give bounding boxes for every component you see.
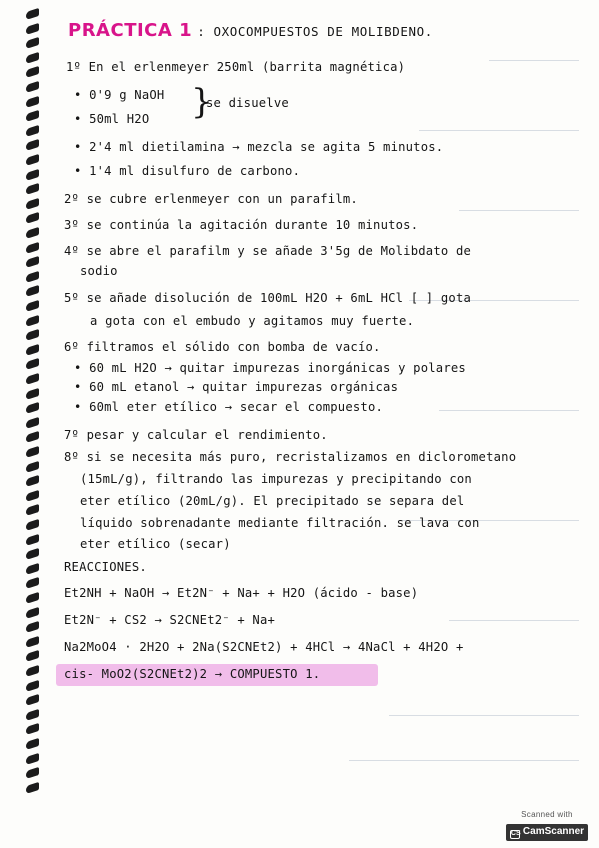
- spiral-hole: [26, 183, 39, 195]
- spiral-hole: [26, 577, 39, 589]
- spiral-hole: [26, 446, 39, 458]
- spiral-hole: [26, 709, 39, 721]
- step-5: 5º se añade disolución de 100mL H2O + 6mL HCl [ ] gota: [64, 291, 472, 305]
- show-through-line: [459, 210, 579, 211]
- spiral-hole: [26, 475, 39, 487]
- scanner-caption: Scanned with: [521, 810, 573, 819]
- show-through-line: [439, 410, 579, 411]
- spiral-hole: [26, 139, 39, 151]
- spiral-hole: [26, 548, 39, 560]
- step-2: 2º se cubre erlenmeyer con un parafilm.: [64, 192, 358, 206]
- step-1-cs2: • 1'4 ml disulfuro de carbono.: [74, 164, 301, 178]
- show-through-line: [419, 130, 579, 131]
- spiral-hole: [26, 22, 39, 34]
- step-6: 6º filtramos el sólido con bomba de vacío.: [64, 340, 381, 354]
- step-6-ether-wash: • 60ml eter etílico → secar el compuesto.: [74, 400, 384, 414]
- spiral-hole: [26, 519, 39, 531]
- reaction-3: Na2MoO4 · 2H2O + 2Na(S2CNEt2) + 4HCl → 4NaCl + 4H2O +: [64, 640, 464, 654]
- spiral-hole: [26, 621, 39, 633]
- spiral-hole: [26, 636, 39, 648]
- spiral-hole: [26, 66, 39, 78]
- spiral-hole: [26, 679, 39, 691]
- step-8-cont-2: eter etílico (20mL/g). El precipitado se separa del: [80, 494, 465, 508]
- spiral-hole: [26, 110, 39, 122]
- reaction-1: Et2NH + NaOH → Et2N⁻ + Na+ + H2O (ácido - base): [64, 586, 419, 600]
- step-4: 4º se abre el parafilm y se añade 3'5g de Molibdato de: [64, 244, 472, 258]
- spiral-hole: [26, 241, 39, 253]
- grouping-brace: }: [191, 82, 213, 122]
- spiral-hole: [26, 533, 39, 545]
- reaction-2: Et2N⁻ + CS2 → S2CNEt2⁻ + Na+: [64, 613, 276, 627]
- spiral-hole: [26, 592, 39, 604]
- spiral-hole: [26, 460, 39, 472]
- spiral-hole: [26, 504, 39, 516]
- spiral-hole: [26, 81, 39, 93]
- spiral-hole: [26, 782, 39, 794]
- step-1-water: • 50ml H2O: [74, 112, 150, 126]
- step-6-water-wash: • 60 mL H2O → quitar impurezas inorgánicas y polares: [74, 361, 466, 375]
- scanner-brand: CamScanner: [522, 826, 585, 837]
- spiral-hole: [26, 650, 39, 662]
- step-1: 1º En el erlenmeyer 250ml (barrita magnética): [66, 60, 406, 74]
- title-practice-number: PRÁCTICA 1: [68, 20, 193, 41]
- step-7: 7º pesar y calcular el rendimiento.: [64, 428, 328, 442]
- reactions-heading: REACCIONES.: [64, 560, 147, 574]
- step-8-cont-3: líquido sobrenadante mediante filtración. se lava con: [80, 516, 480, 530]
- scanner-logo: [506, 824, 588, 841]
- show-through-line: [349, 760, 579, 761]
- step-3: 3º se continúa la agitación durante 10 minutos.: [64, 218, 419, 232]
- spiral-hole: [26, 52, 39, 64]
- step-6-ethanol-wash: • 60 mL etanol → quitar impurezas orgánicas: [74, 380, 399, 394]
- spiral-hole: [26, 314, 39, 326]
- spiral-hole: [26, 606, 39, 618]
- spiral-hole: [26, 227, 39, 239]
- scanner-watermark: [503, 810, 591, 841]
- spiral-hole: [26, 402, 39, 414]
- spiral-hole: [26, 329, 39, 341]
- spiral-hole: [26, 198, 39, 210]
- title-subject: : OXOCOMPUESTOS DE MOLIBDENO.: [197, 24, 433, 39]
- spiral-hole: [26, 417, 39, 429]
- page-title: [68, 20, 433, 41]
- spiral-hole: [26, 300, 39, 312]
- spiral-hole: [26, 95, 39, 107]
- spiral-hole: [26, 563, 39, 575]
- spiral-hole: [26, 256, 39, 268]
- step-5-cont: a gota con el embudo y agitamos muy fuerte.: [90, 314, 415, 328]
- step-4-cont: sodio: [80, 264, 118, 278]
- spiral-hole: [26, 168, 39, 180]
- spiral-hole: [26, 212, 39, 224]
- show-through-line: [489, 60, 579, 61]
- spiral-hole: [26, 694, 39, 706]
- camscanner-icon: CS: [510, 830, 521, 837]
- step-8-cont-4: eter etílico (secar): [80, 537, 231, 551]
- spiral-hole: [26, 37, 39, 49]
- spiral-hole: [26, 373, 39, 385]
- step-1-naoh: • 0'9 g NaOH: [74, 88, 165, 102]
- spiral-hole: [26, 490, 39, 502]
- spiral-hole: [26, 387, 39, 399]
- step-8-cont-1: (15mL/g), filtrando las impurezas y precipitando con: [80, 472, 472, 486]
- spiral-hole: [26, 344, 39, 356]
- show-through-line: [389, 715, 579, 716]
- spiral-hole: [26, 665, 39, 677]
- step-8: 8º si se necesita más puro, recristalizamos en diclorometano: [64, 450, 517, 464]
- show-through-line: [449, 620, 579, 621]
- spiral-hole: [26, 358, 39, 370]
- spiral-hole: [26, 8, 39, 20]
- spiral-hole: [26, 285, 39, 297]
- spiral-hole: [26, 767, 39, 779]
- spiral-hole: [26, 431, 39, 443]
- spiral-hole: [26, 154, 39, 166]
- reaction-3-product: cis- MoO2(S2CNEt2)2 → COMPUESTO 1.: [64, 667, 321, 681]
- spiral-hole: [26, 738, 39, 750]
- spiral-hole: [26, 125, 39, 137]
- spiral-hole: [26, 723, 39, 735]
- spiral-hole: [26, 752, 39, 764]
- step-1-dissolve-note: se disuelve: [206, 96, 289, 110]
- step-1-dietilamina: • 2'4 ml dietilamina → mezcla se agita 5 minutos.: [74, 140, 444, 154]
- spiral-hole: [26, 271, 39, 283]
